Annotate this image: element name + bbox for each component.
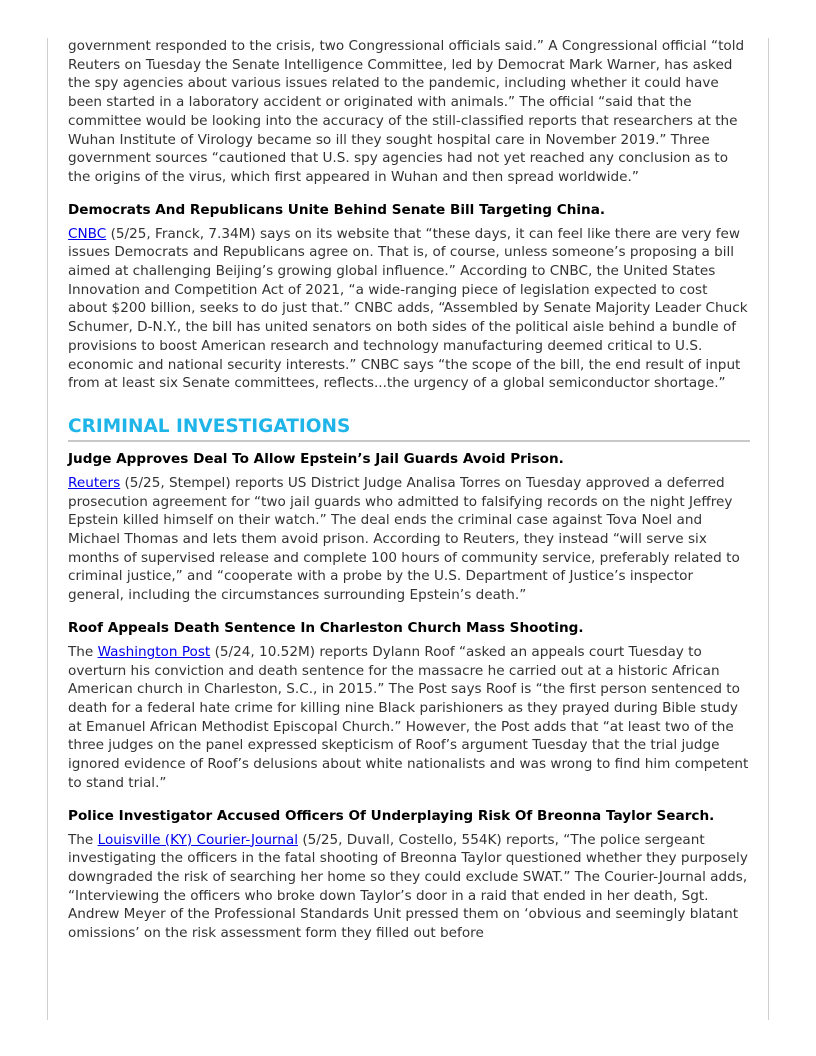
article-epstein-guards (68, 450, 750, 605)
section-heading: CRIMINAL INVESTIGATIONS (68, 415, 750, 442)
article-headline: Democrats And Republicans Unite Behind Senate Bill Targeting China. (68, 201, 606, 218)
left-margin-rule (47, 38, 48, 1020)
article-body (68, 225, 750, 393)
article-text: (5/25, Franck, 7.34M) says on its website that “these days, it can feel like there are very few issues Democrats and Republicans agree on. That is, of course, unless someone’s proposing a bill aimed at challenging Beijing’s growing global influence.” According to CNBC, the United States Innovation and Competition Act of 2021, “a wide-ranging piece of legislation expected to cost about $200 billion, seeks to do just that.” CNBC adds, “Assembled by Senate Majority Leader Chuck Schumer, D-N.Y., the bill has united senators on both sides of the political aisle behind a bundle of provisions to boost American research and technology manufacturing deemed critical to U.S. economic and national security interests.” CNBC says “the scope of the bill, the end result of input from at least six Senate committees, reflects...the urgency of a global semiconductor shortage.” (68, 225, 748, 392)
article-roof-appeal (68, 619, 750, 793)
source-link-courier-journal[interactable]: Louisville (KY) Courier-Journal (97, 831, 299, 848)
article-prefix: The (68, 831, 98, 848)
article-breonna-taylor (68, 807, 750, 943)
article-senate-bill (68, 201, 750, 393)
continued-paragraph: government responded to the crisis, two Congressional officials said.” A Congressional official “told Reuters on Tuesday the Senate Intelligence Committee, led by Democrat Mark Warner, has asked the spy agencies about various issues related to the pandemic, including whether it could have been started in a laboratory accident or originated with animals.” The official “said that the committee would be looking into the accuracy of the still-classified reports that researchers at the Wuhan Institute of Virology became so ill they sought hospital care in November 2019.” Three government sources “cautioned that U.S. spy agencies had not yet reached any conclusion as to the origins of the virus, which first appeared in Wuhan and then spread worldwide.” (68, 38, 745, 185)
source-link-washington-post[interactable]: Washington Post (97, 643, 211, 660)
source-link-reuters[interactable]: Reuters (68, 474, 121, 491)
article-headline: Roof Appeals Death Sentence In Charleston Church Mass Shooting. (68, 619, 584, 636)
article-body (68, 643, 750, 793)
article-prefix: The (68, 643, 98, 660)
article-headline: Judge Approves Deal To Allow Epstein’s Jail Guards Avoid Prison. (68, 450, 564, 467)
article-text: (5/25, Stempel) reports US District Judge Analisa Torres on Tuesday approved a deferred prosecution agreement for “two jail guards who admitted to falsifying records on the night Jeffrey Epstein killed himself on their watch.” The deal ends the criminal case against Tova Noel and Michael Thomas and lets them avoid prison. According to Reuters, they instead “will serve six months of supervised release and complete 100 hours of community service, preferably related to criminal justice,” and “cooperate with a probe by the U.S. Department of Justice’s inspector general, including the circumstances surrounding Epstein’s death.” (68, 474, 740, 604)
article-headline: Police Investigator Accused Officers Of Underplaying Risk Of Breonna Taylor Search. (68, 807, 715, 824)
document-content (68, 37, 750, 957)
source-link-cnbc[interactable]: CNBC (68, 225, 107, 242)
article-body (68, 474, 750, 605)
article-body (68, 831, 750, 943)
right-margin-rule (768, 38, 769, 1020)
article-text: (5/24, 10.52M) reports Dylann Roof “asked an appeals court Tuesday to overturn his conviction and death sentence for the massacre he carried out at a historic African American church in Charleston, S.C., in 2015.” The Post says Roof is “the first person sentenced to death for a federal hate crime for killing nine Black parishioners as they prayed during Bible study at Emanuel African Methodist Episcopal Church.” However, the Post adds that “at least two of the three judges on the panel expressed skepticism of Roof’s argument Tuesday that the trial judge ignored evidence of Roof’s delusions about white nationalists and was wrong to find him competent to stand trial.” (68, 643, 749, 791)
article-text: (5/25, Duvall, Costello, 554K) reports, “The police sergeant investigating the officers in the fatal shooting of Breonna Taylor questioned whether they purposely downgraded the risk of searching her home so they could exclude SWAT.” The Courier-Journal adds, “Interviewing the officers who broke down Taylor’s door in a raid that ended in her death, Sgt. Andrew Meyer of the Professional Standards Unit pressed them on ‘obvious and seemingly blatant omissions’ on the risk assessment form they filled out before (68, 831, 748, 942)
